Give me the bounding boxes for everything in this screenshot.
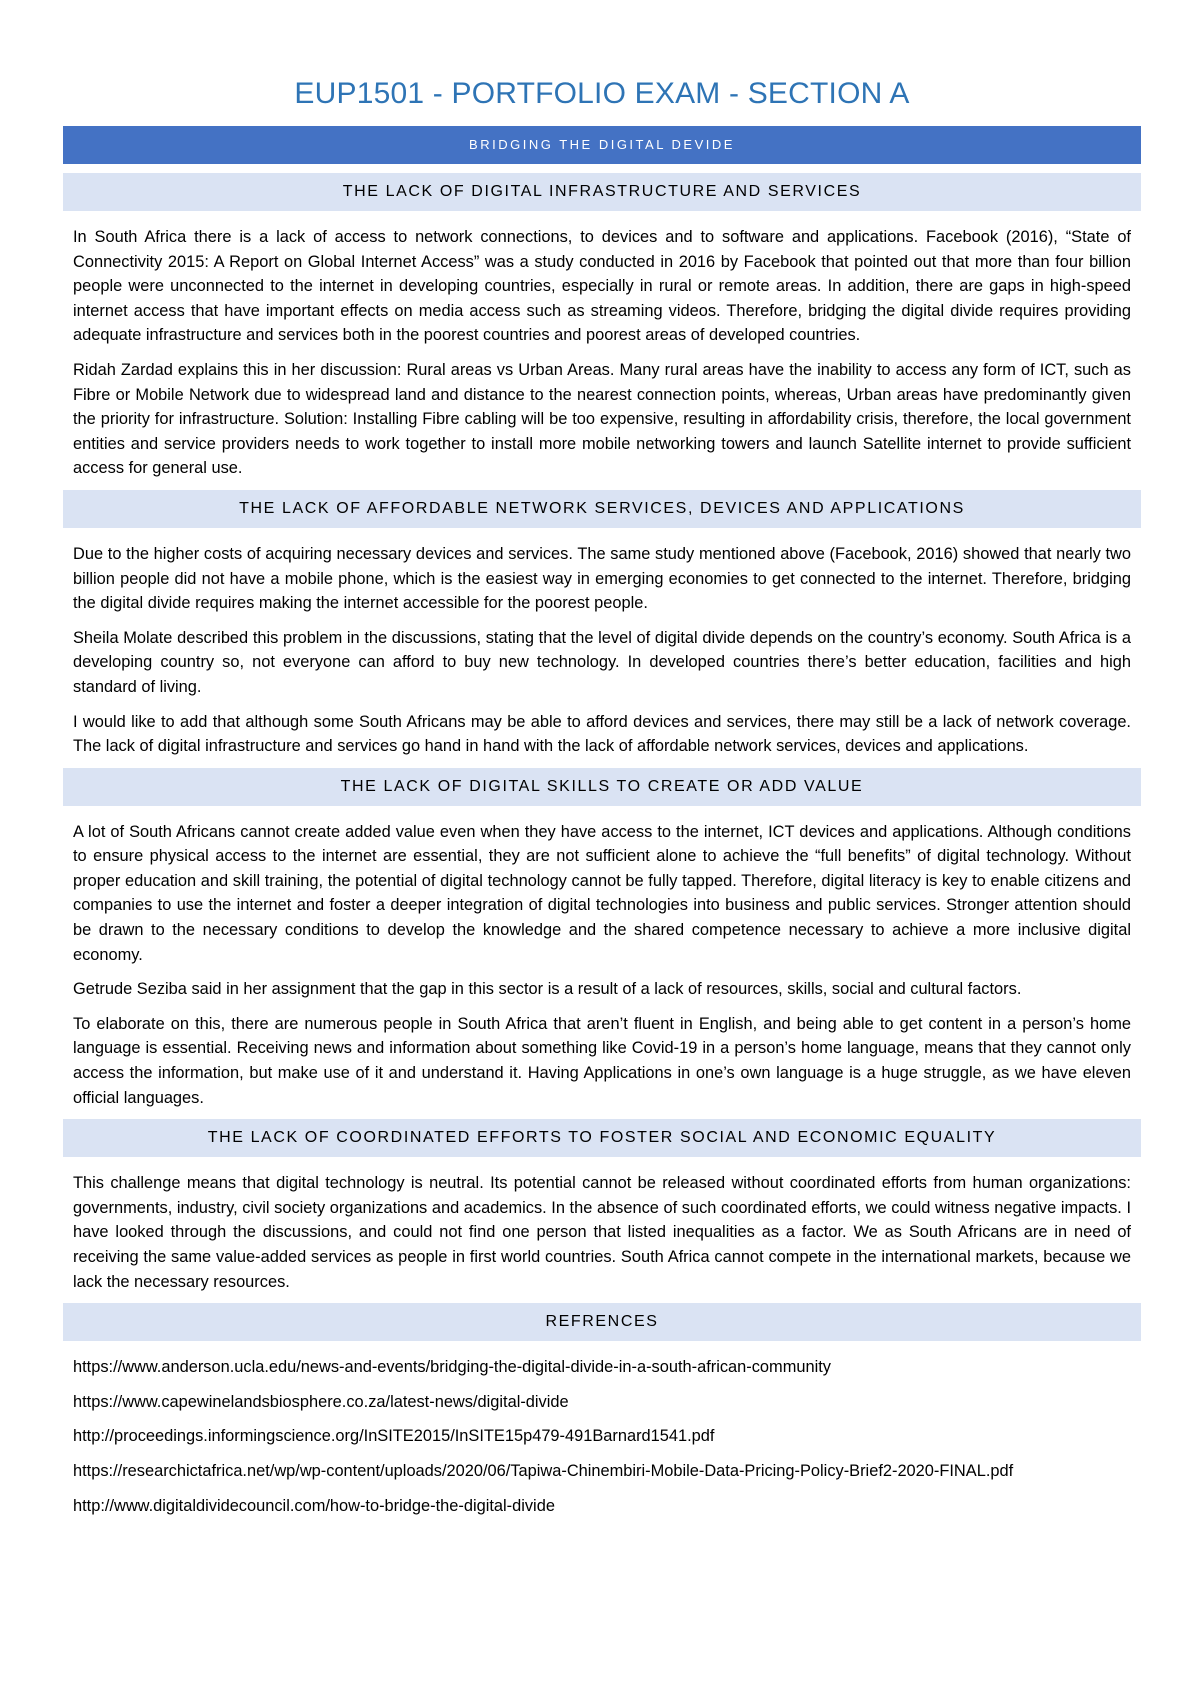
banner-title: BRIDGING THE DIGITAL DEVIDE [63, 126, 1141, 164]
paragraph: In South Africa there is a lack of access to network connections, to devices and to software and applications. Facebook (2016), “State of Connectivity 2015: A Report on Global Internet Access” was a study conducted in 2016 by Facebook that pointed out that more than four billion people were unconnected to the internet in developing countries, especially in rural or remote areas. In addition, there are gaps in high-speed internet access that have important effects on media access such as streaming videos. Therefore, bridging the digital divide requires providing adequate infrastructure and services both in the poorest countries and poorest areas of developed countries. [73, 228, 1131, 345]
paragraph: Ridah Zardad explains this in her discussion: Rural areas vs Urban Areas. Many rural areas have the inability to access any form of ICT, such as Fibre or Mobile Network due to widespread land and distance to the nearest connection points, whereas, Urban areas have predominantly given the priority for infrastructure. Solution: Installing Fibre cabling will be too expensive, resulting in affordability crisis, therefore, the local government entities and service providers needs to work together to install more mobile networking towers and launch Satellite internet to provide sufficient access for general use. [73, 360, 1131, 478]
reference-link[interactable]: http://proceedings.informingscience.org/InSITE2015/InSITE15p479-491Barnard1541.pdf [73, 1427, 715, 1446]
paragraph: A lot of South Africans cannot create added value even when they have access to the internet, ICT devices and applications. Although conditions to ensure physical access to the internet are essential, they are not sufficient alone to achieve the “full benefits” of digital technology. Without proper education and skill training, the potential of digital technology cannot be fully tapped. Therefore, digital literacy is key to enable citizens and companies to use the internet and foster a deeper integration of digital technologies into business and public services. Stronger attention should be drawn to the necessary conditions to develop the knowledge and the shared competence necessary to achieve a more inclusive digital economy. [73, 822, 1131, 964]
paragraph: To elaborate on this, there are numerous people in South Africa that aren’t fluent in English, and being able to get content in a person’s home language is essential. Receiving news and information about something like Covid-19 in a person’s home language, means that they cannot only access the information, but make use of it and understand it. Having Applications in one’s own language is a huge struggle, as we have eleven official languages. [73, 1014, 1131, 1107]
section-heading-affordability: THE LACK OF AFFORDABLE NETWORK SERVICES, DEVICES AND APPLICATIONS [63, 490, 1141, 528]
paragraph: Sheila Molate described this problem in the discussions, stating that the level of digital divide depends on the country’s economy. South Africa is a developing country so, not everyone can afford to buy new technology. In developed countries there’s better education, facilities and high standard of living. [73, 628, 1131, 696]
paragraph: Getrude Seziba said in her assignment that the gap in this sector is a result of a lack of resources, skills, social and cultural factors. [73, 980, 1022, 999]
reference-link[interactable]: http://www.digitaldividecouncil.com/how-to-bridge-the-digital-divide [73, 1496, 555, 1515]
paragraph: Due to the higher costs of acquiring necessary devices and services. The same study mentioned above (Facebook, 2016) showed that nearly two billion people did not have a mobile phone, which is the easiest way in emerging economies to get connected to the internet. Therefore, bridging the digital divide requires making the internet accessible for the poorest people. [73, 544, 1131, 613]
paragraph: I would like to add that although some South Africans may be able to afford devices and services, there may still be a lack of network coverage. The lack of digital infrastructure and services go hand in hand with the lack of affordable network services, devices and applications. [73, 712, 1131, 756]
reference-link[interactable]: https://researchictafrica.net/wp/wp-content/uploads/2020/06/Tapiwa-Chinembiri-Mobile-Data-Pricing-Policy-Brief2-2020-FINAL.pdf [73, 1461, 1014, 1480]
document-title: EUP1501 - PORTFOLIO EXAM - SECTION A [294, 77, 910, 110]
section-heading-references: REFRENCES [63, 1303, 1141, 1341]
document-page [63, 0, 1141, 1518]
reference-link[interactable]: https://www.anderson.ucla.edu/news-and-events/bridging-the-digital-divide-in-a-south-african-community [73, 1358, 831, 1377]
section-heading-coordinated-efforts: THE LACK OF COORDINATED EFFORTS TO FOSTER SOCIAL AND ECONOMIC EQUALITY [63, 1119, 1141, 1157]
paragraph: This challenge means that digital technology is neutral. Its potential cannot be released without coordinated efforts from human organizations: governments, industry, civil society organizations and academics. In the absence of such coordinated efforts, we could witness negative impacts. I have looked through the discussions, and could not find one person that listed inequalities as a factor. We as South Africans are in need of receiving the same value-added services as people in first world countries. South Africa cannot compete in the international markets, because we lack the necessary resources. [73, 1174, 1131, 1291]
section-heading-infrastructure: THE LACK OF DIGITAL INFRASTRUCTURE AND SERVICES [63, 173, 1141, 211]
section-heading-digital-skills: THE LACK OF DIGITAL SKILLS TO CREATE OR ADD VALUE [63, 768, 1141, 806]
reference-link[interactable]: https://www.capewinelandsbiosphere.co.za/latest-news/digital-divide [73, 1392, 569, 1411]
